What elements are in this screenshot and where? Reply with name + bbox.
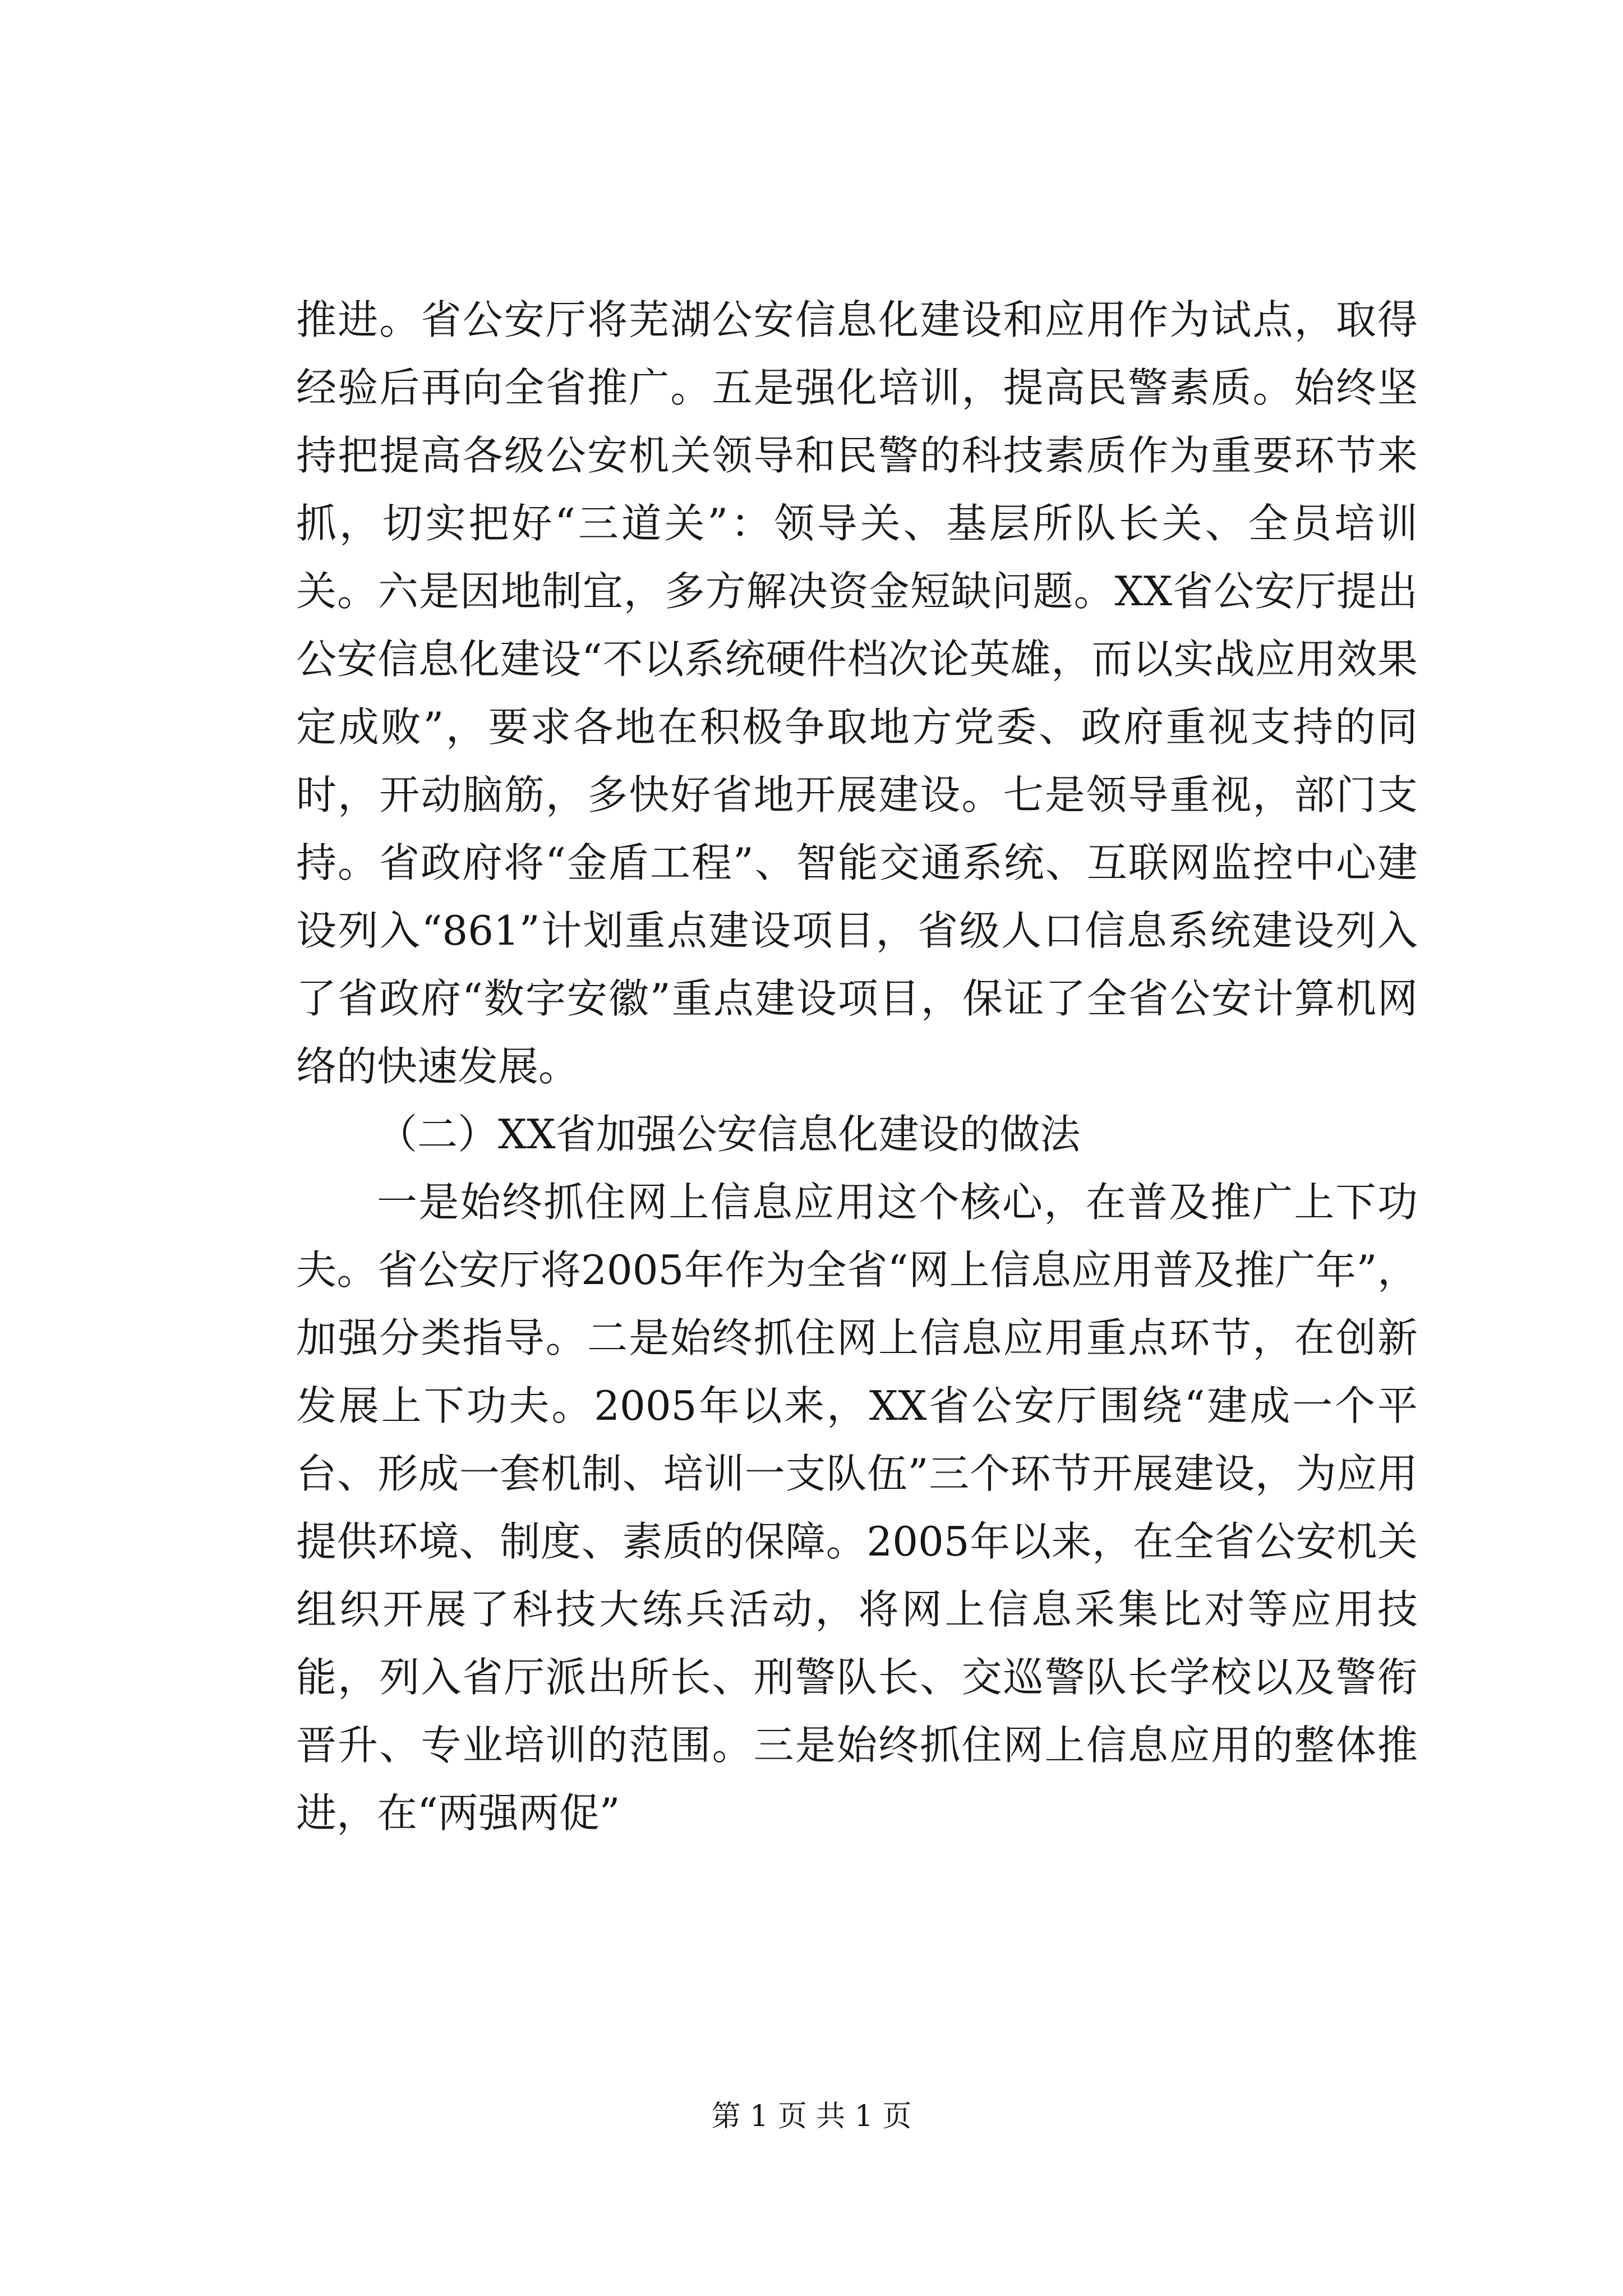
page-footer: 第 1 页 共 1 页: [711, 2100, 912, 2133]
document-body: [296, 286, 1418, 1847]
paragraph-continuation: 推进。省公安厅将芜湖公安信息化建设和应用作为试点，取得经验后再向全省推广。五是强化培训，提高民警素质。始终坚持把提高各级公安机关领导和民警的科技素质作为重要环节来抓，切实把好“三道关”：领导关、基层所队长关、全员培训关。六是因地制宜，多方解决资金短缺问题。XX省公安厅提出公安信息化建设“不以系统硬件档次论英雄，而以实战应用效果定成败”，要求各地在积极争取地方党委、政府重视支持的同时，开动脑筋，多快好省地开展建设。七是领导重视，部门支持。省政府将“金盾工程”、智能交通系统、互联网监控中心建设列入“861”计划重点建设项目，省级人口信息系统建设列入了省政府“数字安徽”重点建设项目，保证了全省公安计算机网络的快速发展。: [296, 296, 1418, 1090]
paragraph-body: 一是始终抓住网上信息应用这个核心，在普及推广上下功夫。省公安厅将2005年作为全省“网上信息应用普及推广年”，加强分类指导。二是始终抓住网上信息应用重点环节，在创新发展上下功夫。2005年以来，XX省公安厅围绕“建成一个平台、形成一套机制、培训一支队伍”三个环节开展建设，为应用提供环境、制度、素质的保障。2005年以来，在全省公安机关组织开展了科技大练兵活动，将网上信息采集比对等应用技能，列入省厅派出所长、刑警队长、交巡警队长学校以及警衔晋升、专业培训的范围。三是始终抓住网上信息应用的整体推进，在“两强两促”: [296, 1179, 1418, 1837]
section-heading: （二）XX省加强公安信息化建设的做法: [377, 1111, 1081, 1158]
